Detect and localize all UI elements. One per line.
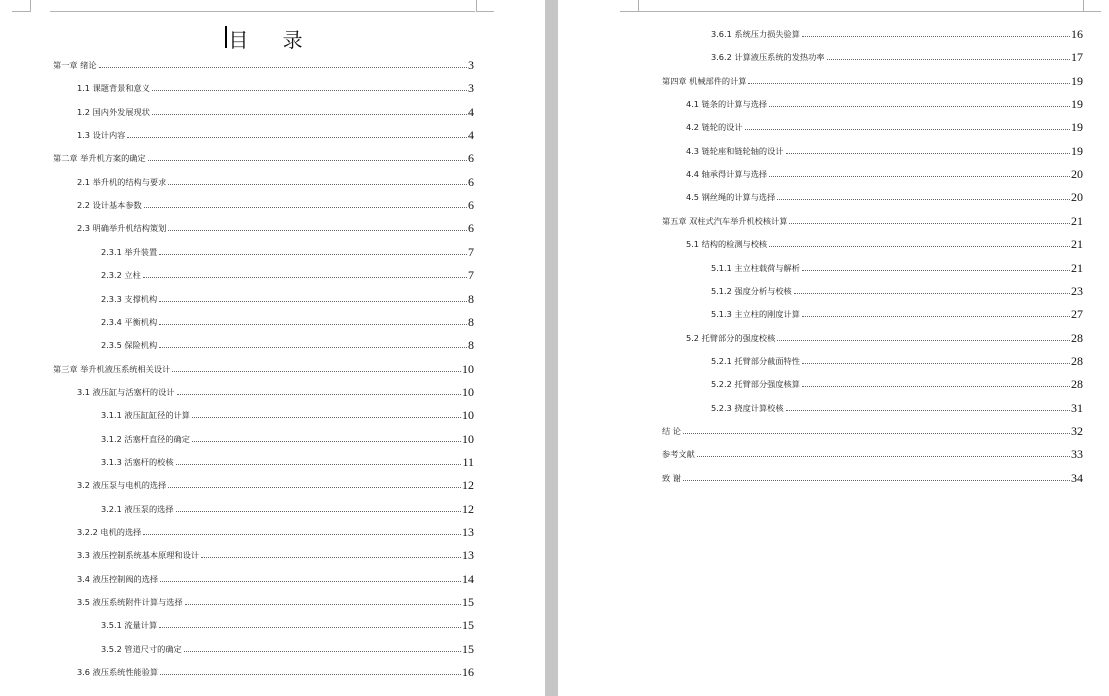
toc-entry-page-number: 19 bbox=[1071, 143, 1083, 158]
toc-entry-label: 3.5 液压系统附件计算与选择 bbox=[77, 597, 183, 608]
toc-entry-page-number: 15 bbox=[462, 618, 474, 633]
toc-leader-dots bbox=[802, 385, 1070, 387]
toc-leader-dots bbox=[192, 440, 461, 442]
toc-entry[interactable] bbox=[77, 221, 474, 234]
toc-entry[interactable] bbox=[711, 50, 1083, 63]
toc-entry-page-number: 21 bbox=[1071, 260, 1083, 275]
toc-leader-dots bbox=[769, 245, 1070, 247]
toc-entry-page-number: 8 bbox=[468, 291, 474, 306]
toc-entry-label: 2.3.4 平衡机构 bbox=[101, 316, 158, 327]
toc-leader-dots bbox=[168, 229, 467, 231]
toc-entry[interactable] bbox=[101, 502, 474, 515]
toc-entry-label: 3.1.2 活塞杆直径的确定 bbox=[101, 433, 190, 444]
toc-entry-page-number: 21 bbox=[1071, 213, 1083, 228]
toc-entry[interactable] bbox=[101, 292, 474, 305]
toc-entry-page-number: 10 bbox=[462, 384, 474, 399]
toc-entry-page-number: 6 bbox=[468, 198, 474, 213]
toc-leader-dots bbox=[777, 198, 1070, 200]
toc-entry-page-number: 17 bbox=[1071, 50, 1083, 65]
toc-entry-page-number: 16 bbox=[1071, 27, 1083, 41]
toc-entry-page-number: 21 bbox=[1071, 237, 1083, 252]
toc-entry-page-number: 6 bbox=[468, 151, 474, 166]
toc-entry-label: 第五章 双柱式汽车举升机校核计算 bbox=[662, 215, 788, 226]
toc-entry-label: 5.1 结构的检测与校核 bbox=[686, 239, 768, 250]
toc-entry-page-number: 20 bbox=[1071, 167, 1083, 182]
toc-entry-label: 3.6 液压系统性能验算 bbox=[77, 667, 159, 678]
toc-entry-label: 致 谢 bbox=[662, 472, 681, 483]
toc-entry-page-number: 7 bbox=[468, 268, 474, 283]
toc-entry-page-number: 28 bbox=[1071, 353, 1083, 368]
toc-entry-page-number: 33 bbox=[1071, 447, 1083, 462]
corner-mark bbox=[1083, 11, 1101, 12]
toc-leader-dots bbox=[144, 206, 467, 208]
toc-leader-dots bbox=[786, 409, 1070, 411]
toc-leader-dots bbox=[802, 362, 1070, 364]
toc-entry-label: 4.1 链条的计算与选择 bbox=[686, 99, 768, 110]
toc-leader-dots bbox=[176, 510, 461, 512]
toc-entry[interactable] bbox=[686, 237, 1083, 250]
toc-entry-page-number: 31 bbox=[1071, 400, 1083, 415]
corner-mark bbox=[1083, 0, 1084, 12]
toc-leader-dots bbox=[143, 276, 467, 278]
toc-entry[interactable] bbox=[77, 198, 474, 211]
toc-entry-page-number: 32 bbox=[1071, 423, 1083, 438]
toc-entry[interactable] bbox=[662, 447, 1083, 460]
toc-entry[interactable] bbox=[77, 81, 474, 94]
toc-entry[interactable] bbox=[711, 354, 1083, 367]
toc-entry-label: 3.5.1 流量计算 bbox=[101, 620, 158, 631]
toc-entry-label: 第一章 绪论 bbox=[53, 60, 97, 70]
toc-leader-dots bbox=[177, 393, 462, 395]
toc-entry-label: 3.3 液压控制系统基本原理和设计 bbox=[77, 550, 200, 561]
toc-entry-page-number: 28 bbox=[1071, 377, 1083, 392]
toc-entry[interactable] bbox=[686, 97, 1083, 110]
toc-entry-label: 结 论 bbox=[662, 425, 681, 436]
toc-entry-label: 3.6.2 计算液压系统的发热功率 bbox=[711, 52, 825, 63]
toc-entry-label: 3.6.1 系统压力损失验算 bbox=[711, 29, 800, 39]
toc-leader-dots bbox=[168, 486, 461, 488]
corner-mark bbox=[30, 0, 31, 12]
toc-entry[interactable] bbox=[101, 338, 474, 351]
toc-leader-dots bbox=[683, 479, 1070, 481]
toc-entry[interactable] bbox=[101, 642, 474, 655]
toc-entry-label: 1.2 国内外发展现状 bbox=[77, 106, 150, 117]
toc-entry-label: 3.2.1 液压泵的选择 bbox=[101, 503, 174, 514]
toc-entry-page-number: 28 bbox=[1071, 330, 1083, 345]
toc-entry[interactable] bbox=[662, 214, 1083, 227]
toc-entry[interactable] bbox=[77, 548, 474, 561]
toc-entry-label: 3.4 液压控制阀的选择 bbox=[77, 573, 159, 584]
toc-entry-page-number: 16 bbox=[462, 665, 474, 680]
toc-leader-dots bbox=[769, 105, 1070, 107]
toc-entry-label: 1.1 课题背景和意义 bbox=[77, 83, 150, 94]
toc-entry-page-number: 23 bbox=[1071, 283, 1083, 298]
toc-entry[interactable] bbox=[77, 595, 474, 608]
toc-entry-page-number: 14 bbox=[462, 571, 474, 586]
toc-entry[interactable] bbox=[77, 478, 474, 491]
toc-entry[interactable] bbox=[53, 362, 474, 375]
toc-leader-dots bbox=[786, 152, 1071, 154]
toc-leader-dots bbox=[159, 346, 467, 348]
toc-entry[interactable] bbox=[77, 525, 474, 538]
toc-entry-label: 3.1.3 活塞杆的校核 bbox=[101, 456, 174, 467]
toc-entry[interactable] bbox=[711, 261, 1083, 274]
toc-entry-label: 5.2 托臂部分的强度校核 bbox=[686, 332, 776, 343]
toc-entry[interactable] bbox=[662, 74, 1083, 87]
toc-entry-label: 1.3 设计内容 bbox=[77, 130, 126, 141]
toc-entry-page-number: 34 bbox=[1071, 470, 1083, 485]
toc-entry-label: 5.2.3 挠度计算校核 bbox=[711, 402, 784, 413]
toc-leader-dots bbox=[159, 626, 461, 628]
toc-entry-page-number: 19 bbox=[1071, 97, 1083, 112]
toc-entry[interactable] bbox=[77, 665, 474, 678]
toc-entry[interactable] bbox=[686, 120, 1083, 133]
toc-entry[interactable] bbox=[686, 167, 1083, 180]
toc-entry[interactable] bbox=[101, 618, 474, 631]
toc-leader-dots bbox=[748, 82, 1070, 84]
toc-entry[interactable] bbox=[662, 424, 1083, 437]
toc-entry[interactable] bbox=[101, 455, 474, 468]
toc-entry-page-number: 8 bbox=[468, 338, 474, 353]
toc-leader-dots bbox=[192, 416, 461, 418]
toc-entry-label: 4.4 轴承得计算与选择 bbox=[686, 169, 768, 180]
toc-entry[interactable] bbox=[662, 471, 1083, 484]
toc-leader-dots bbox=[159, 253, 467, 255]
toc-entry-page-number: 3 bbox=[468, 81, 474, 96]
toc-entry-page-number: 6 bbox=[468, 221, 474, 236]
toc-entry-label: 2.3.2 立柱 bbox=[101, 270, 141, 281]
toc-leader-dots bbox=[159, 300, 467, 302]
toc-entry-label: 5.2.2 托臂部分强度核算 bbox=[711, 379, 800, 390]
toc-leader-dots bbox=[802, 315, 1070, 317]
page-top-border bbox=[638, 11, 1083, 12]
toc-entry[interactable] bbox=[711, 27, 1083, 40]
toc-entry-label: 3.1.1 液压缸缸径的计算 bbox=[101, 410, 190, 421]
toc-leader-dots bbox=[769, 175, 1070, 177]
corner-mark bbox=[476, 0, 477, 12]
toc-entry-page-number: 10 bbox=[462, 431, 474, 446]
toc-entry-page-number: 10 bbox=[462, 361, 474, 376]
toc-entry-label: 第二章 举升机方案的确定 bbox=[53, 153, 146, 164]
toc-entry-label: 5.1.1 主立柱载荷与解析 bbox=[711, 262, 800, 273]
toc-entry[interactable] bbox=[101, 432, 474, 445]
corner-mark bbox=[476, 11, 494, 12]
toc-entry[interactable] bbox=[711, 377, 1083, 390]
toc-entry[interactable] bbox=[77, 572, 474, 585]
toc-entry-label: 2.3 明确举升机结构策划 bbox=[77, 223, 167, 234]
toc-entry-label: 3.2.2 电机的选择 bbox=[77, 527, 142, 537]
toc-entry-label: 5.1.2 强度分析与校核 bbox=[711, 285, 792, 296]
toc-leader-dots bbox=[184, 650, 461, 652]
toc-entry-page-number: 15 bbox=[462, 641, 474, 656]
toc-entry[interactable] bbox=[711, 284, 1083, 297]
page-separator bbox=[545, 0, 558, 696]
toc-entry-page-number: 8 bbox=[468, 314, 474, 329]
toc-leader-dots bbox=[168, 183, 467, 185]
toc-entry-page-number: 15 bbox=[462, 595, 474, 610]
toc-title: 目 录 bbox=[228, 28, 317, 52]
toc-entry-label: 2.3.1 举升装置 bbox=[101, 246, 158, 257]
toc-entry-page-number: 13 bbox=[462, 548, 474, 563]
toc-entry-label: 2.2 设计基本参数 bbox=[77, 200, 142, 211]
toc-entry[interactable] bbox=[711, 307, 1083, 320]
toc-entry-page-number: 27 bbox=[1071, 307, 1083, 322]
toc-entry-label: 第四章 机械部件的计算 bbox=[662, 75, 747, 86]
toc-leader-dots bbox=[789, 222, 1070, 224]
toc-leader-dots bbox=[152, 113, 467, 115]
toc-leader-dots bbox=[127, 136, 467, 138]
toc-entry[interactable] bbox=[101, 268, 474, 281]
toc-entry-page-number: 12 bbox=[462, 501, 474, 516]
toc-entry[interactable] bbox=[686, 331, 1083, 344]
toc-entry-page-number: 3 bbox=[468, 58, 474, 72]
toc-leader-dots bbox=[683, 432, 1070, 434]
toc-entry[interactable] bbox=[686, 144, 1083, 157]
toc-entry-label: 3.1 液压缸与活塞杆的设计 bbox=[77, 386, 175, 397]
toc-leader-dots bbox=[827, 58, 1071, 60]
toc-entry-label: 3.2 液压泵与电机的选择 bbox=[77, 480, 167, 491]
toc-entry[interactable] bbox=[711, 401, 1083, 414]
toc-leader-dots bbox=[99, 66, 467, 68]
toc-entry-page-number: 4 bbox=[468, 128, 474, 143]
toc-leader-dots bbox=[160, 673, 461, 675]
toc-entry[interactable] bbox=[77, 128, 474, 141]
document-page-left bbox=[0, 0, 545, 696]
corner-mark bbox=[620, 11, 638, 12]
toc-entry-label: 2.3.3 支撑机构 bbox=[101, 293, 158, 304]
toc-leader-dots bbox=[159, 323, 467, 325]
toc-entry-label: 2.3.5 保险机构 bbox=[101, 340, 158, 351]
toc-leader-dots bbox=[143, 533, 461, 535]
toc-entry-label: 2.1 举升机的结构与要求 bbox=[77, 176, 167, 187]
toc-entry-page-number: 7 bbox=[468, 244, 474, 259]
toc-entry-label: 5.2.1 托臂部分截面特性 bbox=[711, 355, 800, 366]
document-page-right bbox=[558, 0, 1109, 696]
toc-entry-label: 第三章 举升机液压系统相关设计 bbox=[53, 363, 171, 374]
toc-leader-dots bbox=[160, 580, 461, 582]
toc-entry-page-number: 13 bbox=[462, 525, 474, 539]
toc-entry-label: 参考文献 bbox=[662, 449, 695, 460]
toc-leader-dots bbox=[697, 455, 1070, 457]
toc-entry-page-number: 6 bbox=[468, 174, 474, 189]
toc-entry-label: 4.5 钢丝绳的计算与选择 bbox=[686, 192, 776, 203]
toc-leader-dots bbox=[802, 269, 1070, 271]
toc-leader-dots bbox=[152, 89, 467, 91]
toc-entry-label: 4.2 链轮的设计 bbox=[686, 122, 743, 133]
toc-entry[interactable] bbox=[53, 58, 474, 71]
toc-entry[interactable] bbox=[77, 385, 474, 398]
toc-leader-dots bbox=[176, 463, 462, 465]
toc-leader-dots bbox=[745, 128, 1070, 130]
corner-mark bbox=[12, 11, 30, 12]
toc-entry[interactable] bbox=[101, 315, 474, 328]
toc-entry-page-number: 11 bbox=[462, 454, 474, 469]
toc-leader-dots bbox=[172, 370, 461, 372]
toc-entry[interactable] bbox=[77, 175, 474, 188]
toc-entry[interactable] bbox=[101, 245, 474, 258]
toc-leader-dots bbox=[794, 292, 1070, 294]
toc-leader-dots bbox=[777, 339, 1070, 341]
toc-entry-page-number: 19 bbox=[1071, 120, 1083, 135]
toc-entry-page-number: 4 bbox=[468, 104, 474, 119]
page-top-border bbox=[50, 11, 475, 12]
toc-leader-dots bbox=[802, 35, 1070, 37]
toc-entry-page-number: 20 bbox=[1071, 190, 1083, 205]
toc-entry-page-number: 10 bbox=[462, 408, 474, 423]
toc-leader-dots bbox=[148, 159, 467, 161]
toc-leader-dots bbox=[185, 603, 461, 605]
toc-entry[interactable] bbox=[77, 105, 474, 118]
toc-leader-dots bbox=[201, 556, 461, 558]
toc-entry-page-number: 12 bbox=[462, 478, 474, 493]
toc-entry[interactable] bbox=[686, 190, 1083, 203]
toc-entry-label: 4.3 链轮座和链轮轴的设计 bbox=[686, 145, 784, 156]
toc-entry[interactable] bbox=[53, 151, 474, 164]
toc-entry[interactable] bbox=[101, 408, 474, 421]
toc-entry-label: 5.1.3 主立柱的刚度计算 bbox=[711, 309, 800, 320]
toc-entry-page-number: 19 bbox=[1071, 73, 1083, 88]
toc-entry-label: 3.5.2 管道尺寸的确定 bbox=[101, 643, 182, 654]
